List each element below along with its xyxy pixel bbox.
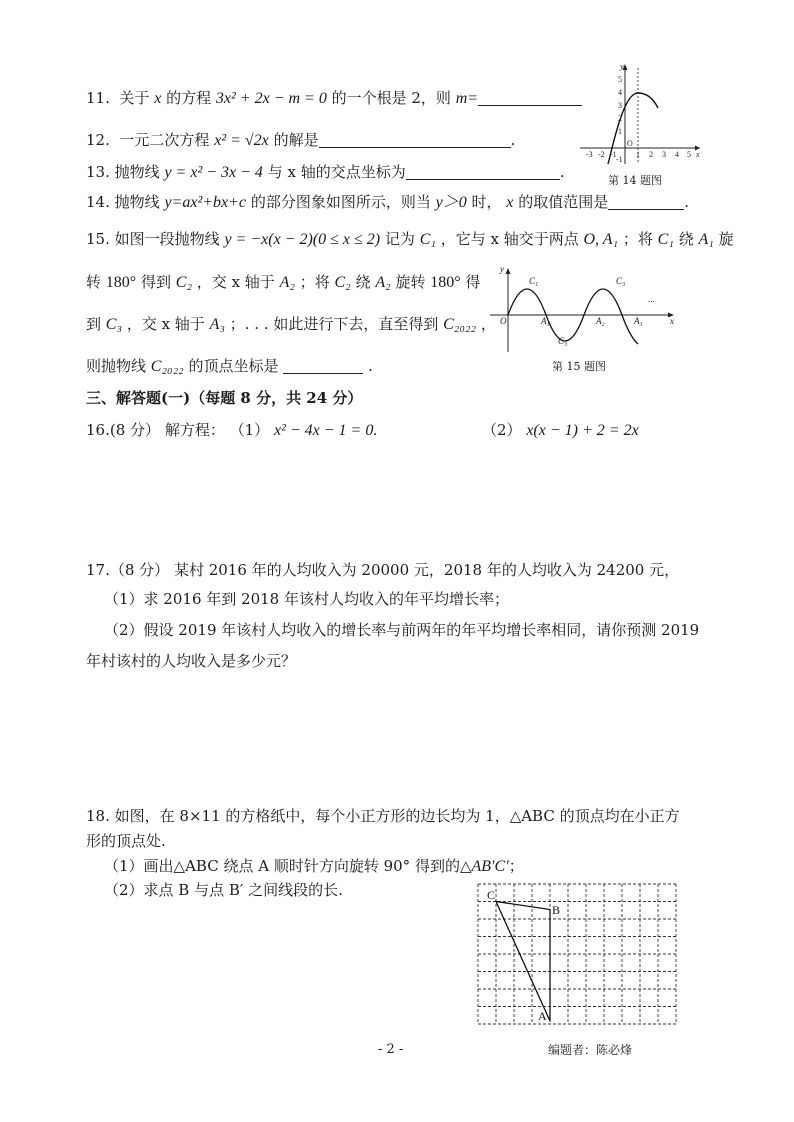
q16: 16.(8 分） 解方程： （1） x² − 4x − 1 = 0.: [86, 421, 378, 439]
q16-equation-1: x² − 4x − 1 = 0.: [273, 422, 378, 439]
tick-label: 3: [662, 150, 666, 159]
curve-label-c3-bottom: C₃: [558, 336, 568, 346]
q14-figure-caption: 第 14 题图: [608, 174, 662, 187]
q17-part2: （2）假设 2019 年该村人均收入的增长率与前两年的年平均增长率相同，请你预测 2019: [104, 621, 700, 639]
q11: 11. 关于 x 的方程 3x² + 2x − m = 0 的一个根是 2，则 m=: [86, 88, 582, 109]
tick-label: 1: [618, 127, 622, 136]
label-a: A: [538, 1009, 547, 1023]
q15-line4: 则抛物线 C₂₀₂₂ 的顶点坐标是 .: [86, 357, 373, 375]
q13: 13. 抛物线 y = x² − 3x − 4 与 x 轴的交点坐标为 .: [86, 163, 565, 181]
q18-grid-figure: [472, 880, 682, 1028]
q18-number: 18.: [86, 807, 110, 825]
q15-number: 15.: [86, 230, 110, 248]
section-title: 三、解答题(一)（每题 8 分，共 24 分）: [86, 389, 363, 407]
q14-equation: y=ax²+bx+c: [164, 194, 247, 211]
tick-label: 2: [649, 150, 653, 159]
q13-number: 13.: [86, 163, 110, 181]
q15-answer-blank[interactable]: [283, 357, 363, 374]
q14-figure: [576, 60, 706, 168]
label-c: C: [487, 888, 496, 902]
tick-label: 5: [687, 150, 691, 159]
tick-label: 2: [618, 114, 622, 123]
label-b: B: [552, 903, 561, 917]
q16-number: 16.: [86, 421, 110, 439]
point-label-a3: A₃: [634, 316, 643, 326]
page-number: - 2 -: [378, 1042, 404, 1057]
q18-part2: （2）求点 B 与点 B′ 之间线段的长.: [104, 881, 343, 899]
q15-figure-caption: 第 15 题图: [552, 360, 606, 373]
author-label: 编题者：陈必烽: [548, 1043, 633, 1057]
origin-label: O: [500, 316, 507, 326]
q15-line1: 15. 如图一段抛物线 y = −x(x − 2)(0 ≤ x ≤ 2) 记为 C₁ ，它与 x 轴交于两点 O, A₁ ；将 C₁ 绕 A₁ 旋: [86, 230, 734, 248]
curve-label-c3: C₃: [616, 276, 626, 286]
y-axis-label: y: [620, 62, 624, 71]
q18: 18. 如图，在 8×11 的方格纸中，每个小正方形的边长均为 1，△ABC 的顶点均在小正方: [86, 807, 680, 825]
tick-label: -1: [610, 150, 617, 159]
q14-answer-blank[interactable]: [608, 193, 684, 210]
q13-answer-blank[interactable]: [406, 163, 560, 180]
q11-number: 11.: [86, 89, 110, 107]
y-axis-label: y: [500, 264, 504, 274]
q12-equation: x² = √2x: [214, 132, 269, 149]
tick-label: 5: [618, 75, 622, 84]
q14-number: 14.: [86, 193, 110, 211]
origin-label: O: [627, 139, 633, 148]
tick-label: -1: [616, 155, 623, 164]
tick-label: 3: [618, 101, 622, 110]
q11-answer-blank[interactable]: [478, 89, 582, 106]
point-label-a2: A₂: [596, 316, 605, 326]
q12-answer-blank[interactable]: [319, 131, 511, 148]
q13-equation: y = x² − 3x − 4: [164, 164, 263, 181]
q15-line3: 到 C₃ ，交 x 轴于 A₃ ；. . . 如此进行下去，直至得到 C₂₀₂₂ ，: [86, 315, 496, 333]
ellipsis: ...: [648, 294, 655, 304]
q14: 14. 抛物线 y=ax²+bx+c 的部分图象如图所示，则当 y＞0 时， x 的取值范围是 .: [86, 193, 689, 211]
q16-part2: （2） x(x − 1) + 2 = 2x: [482, 421, 639, 439]
x-axis-label: x: [670, 316, 674, 326]
grid-lines: [478, 884, 676, 1024]
curve-chain: [508, 289, 638, 344]
point-label-a1: A₁: [541, 316, 550, 326]
curve-label-c1: C₁: [529, 276, 539, 286]
tick-label: 1: [636, 150, 640, 159]
q12: 12. 一元二次方程 x² = √2x 的解是 .: [86, 131, 516, 149]
q15-equation: y = −x(x − 2)(0 ≤ x ≤ 2): [224, 231, 381, 248]
q17-number: 17.: [86, 561, 110, 579]
q17-part1: （1）求 2016 年到 2018 年该村人均收入的年平均增长率；: [104, 590, 509, 608]
q18-line2: 形的顶点处.: [86, 832, 166, 850]
q12-number: 12.: [86, 131, 110, 149]
tick-label: -3: [586, 150, 593, 159]
q16-equation-2: x(x − 1) + 2 = 2x: [526, 422, 639, 439]
q15-line2: 转 180° 得到 C₂ ，交 x 轴于 A₂ ；将 C₂ 绕 A₂ 旋转 180° 得: [86, 273, 481, 291]
tick-label: 4: [675, 150, 679, 159]
q17-part2-cont: 年村该村的人均收入是多少元？: [86, 652, 297, 670]
q18-part1: （1）画出△ABC 绕点 A 顺时针方向旋转 90° 得到的△AB′C′；: [104, 857, 524, 875]
q15-figure: [486, 262, 680, 358]
x-axis-label: x: [696, 150, 700, 159]
q17: 17.（8 分） 某村 2016 年的人均收入为 20000 元，2018 年的人均收入为 24200 元，: [86, 561, 680, 579]
tick-label: 4: [618, 88, 622, 97]
q11-equation: 3x² + 2x − m = 0: [215, 90, 327, 107]
tick-label: -2: [598, 150, 605, 159]
